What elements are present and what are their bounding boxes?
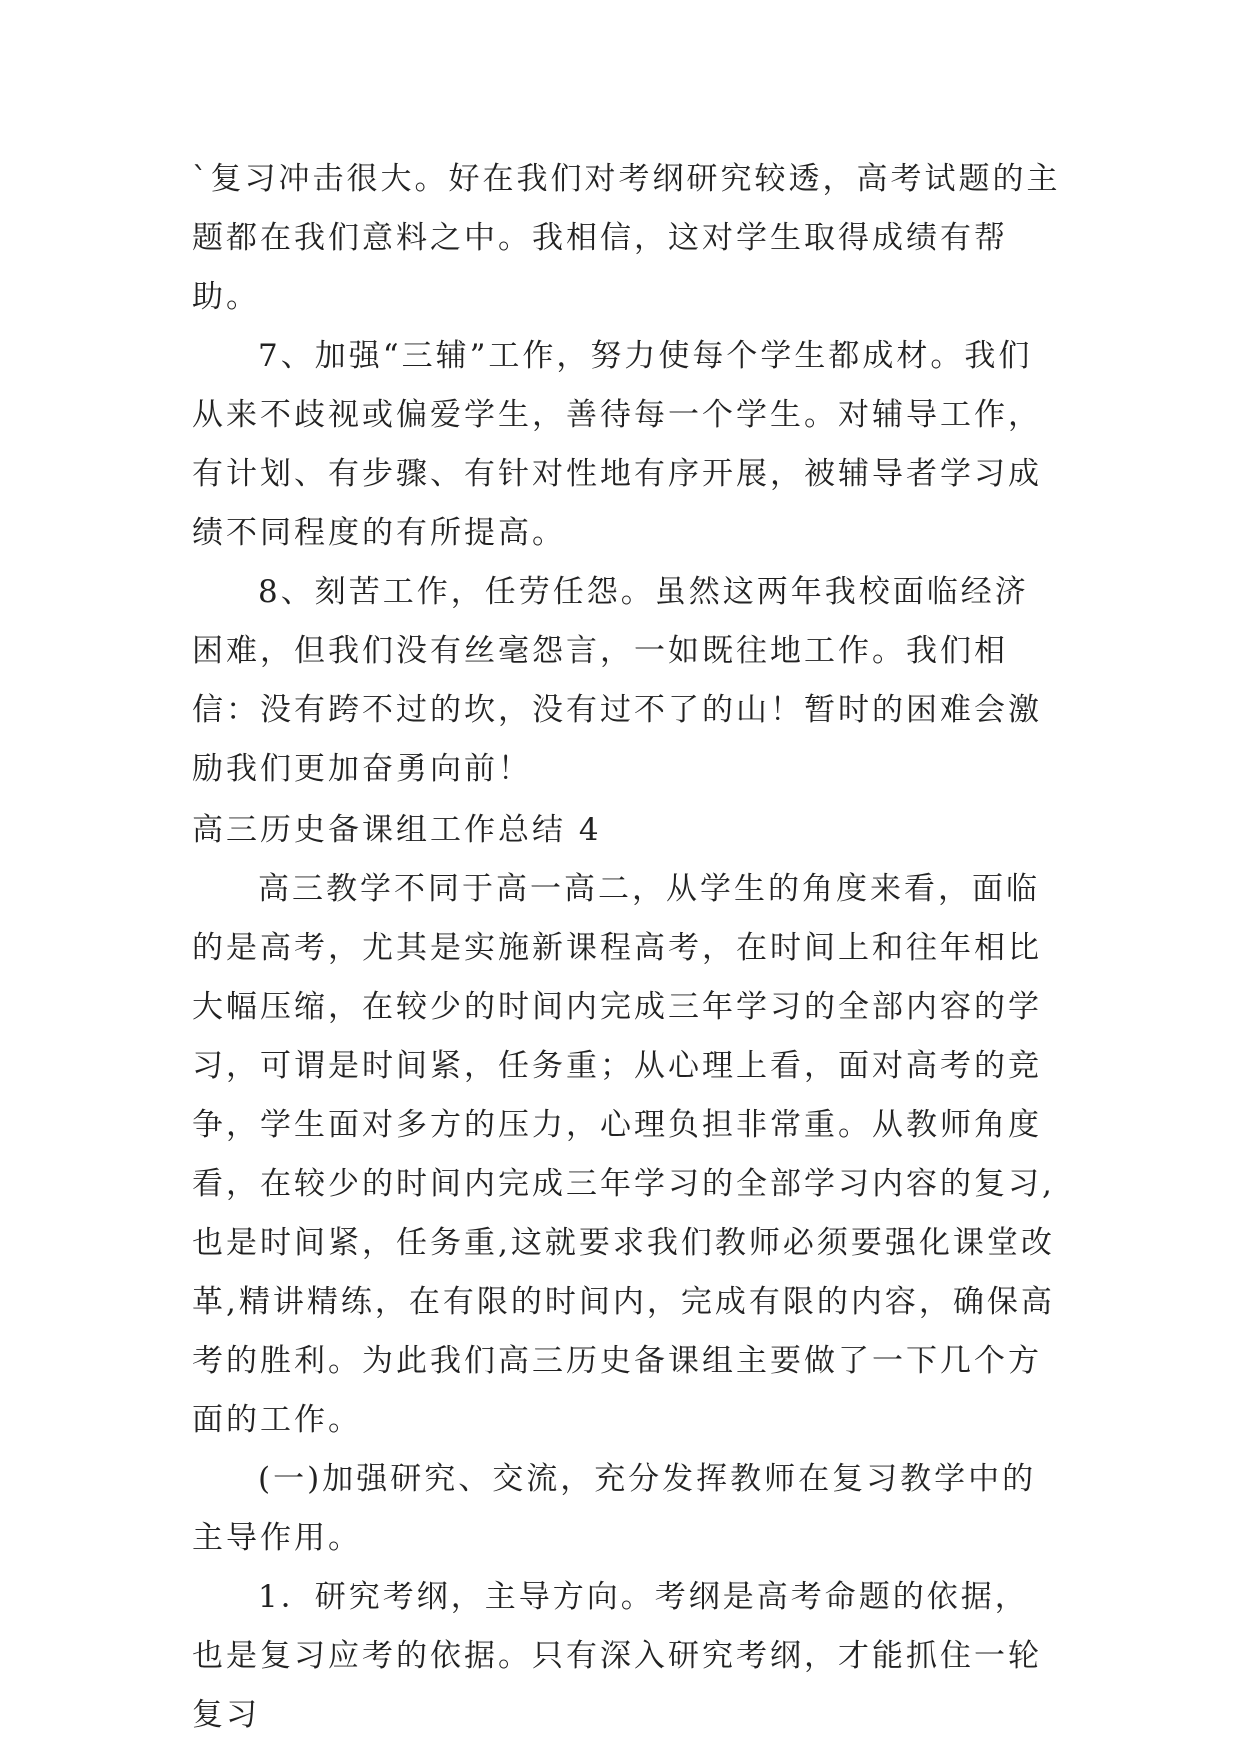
document-body (192, 150, 1062, 1745)
paragraph-continuation: `复习冲击很大。好在我们对考纲研究较透，高考试题的主题都在我们意料之中。我相信，这对学生取得成绩有帮助。 (192, 161, 1061, 315)
paragraph-item-8: 8、刻苦工作，任劳任怨。虽然这两年我校面临经济困难，但我们没有丝毫怨言，一如既往地工作。我们相信：没有跨不过的坎，没有过不了的山！暂时的困难会激励我们更加奋勇向前！ (192, 574, 1042, 787)
section-heading: 高三历史备课组工作总结 4 (192, 812, 602, 848)
paragraph-point-1: 1．研究考纲，主导方向。考纲是高考命题的依据，也是复习应考的依据。只有深入研究考纲，才能抓住一轮复习 (192, 1579, 1042, 1733)
paragraph-intro: 高三教学不同于高一高二，从学生的角度来看，面临的是高考，尤其是实施新课程高考，在时间上和往年相比大幅压缩，在较少的时间内完成三年学习的全部内容的学习，可谓是时间紧，任务重；从心理上看，面对高考的竞争，学生面对多方的压力，心理负担非常重。从教师角度看，在较少的时间内完成三年学习的全部学习内容的复习,也是时间紧，任务重,这就要求我们教师必须要强化课堂改革,精讲精练，在有限的时间内，完成有限的内容，确保高考的胜利。为此我们高三历史备课组主要做了一下几个方面的工作。 (192, 871, 1055, 1438)
paragraph-item-7: 7、加强“三辅”工作，努力使每个学生都成材。我们从来不歧视或偏爱学生，善待每一个学生。对辅导工作，有计划、有步骤、有针对性地有序开展，被辅导者学习成绩不同程度的有所提高。 (192, 338, 1042, 551)
paragraph-subsection-1: (一)加强研究、交流，充分发挥教师在复习教学中的主导作用。 (192, 1461, 1037, 1556)
